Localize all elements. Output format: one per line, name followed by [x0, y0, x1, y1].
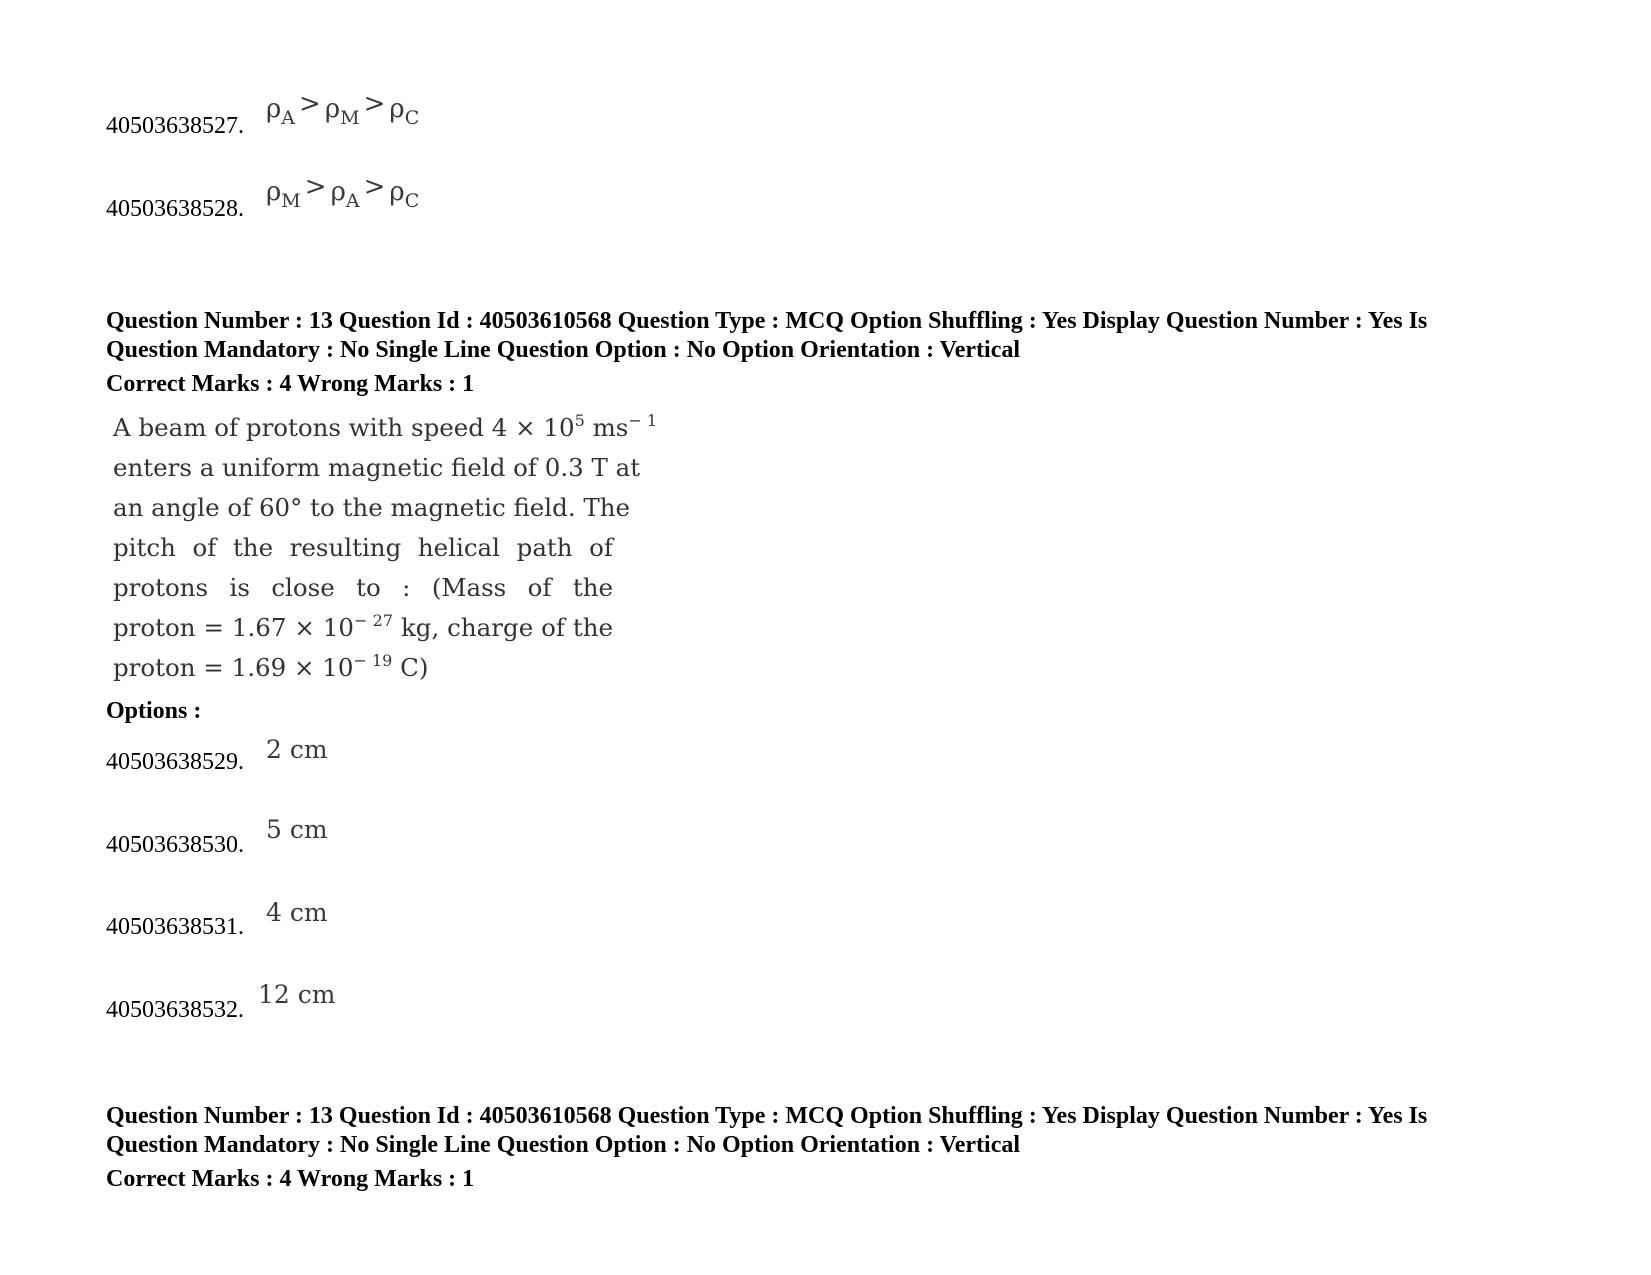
stem-line: an angle of 60° to the magnetic field. The	[113, 493, 631, 522]
option-id: 40503638528.	[106, 196, 244, 222]
stem-line: protons is close to : (Mass of the	[113, 573, 613, 602]
question-meta-line-2: Question Mandatory : No Single Line Question Option : No Option Orientation : Vertical	[106, 337, 1021, 363]
rho-subscript: M	[281, 190, 301, 212]
rho-symbol: ρ	[389, 177, 405, 207]
question-marks: Correct Marks : 4 Wrong Marks : 1	[106, 371, 475, 397]
stem-line: pitch of the resulting helical path of	[113, 533, 613, 562]
greater-than: >	[363, 172, 386, 202]
option-expression	[266, 172, 420, 212]
greater-than: >	[363, 89, 386, 119]
options-label: Options :	[106, 698, 202, 724]
rho-symbol: ρ	[389, 94, 405, 124]
option-expression	[266, 89, 420, 129]
option-id: 40503638532.	[106, 997, 244, 1023]
option-id: 40503638530.	[106, 832, 244, 858]
option-id: 40503638527.	[106, 113, 244, 139]
question-marks: Correct Marks : 4 Wrong Marks : 1	[106, 1166, 475, 1192]
stem-line: proton = $1.69 \times 10^{- 19}$ C)	[113, 651, 429, 682]
rho-symbol: ρ	[330, 177, 346, 207]
rho-subscript: C	[404, 107, 420, 129]
option-value: 4 cm	[266, 898, 328, 927]
option-value: 5 cm	[266, 815, 328, 844]
option-id: 40503638531.	[106, 914, 244, 940]
question-meta-line-1: Question Number : 13 Question Id : 40503610568 Question Type : MCQ Option Shuffling : Yes Display Question Number : Yes Is	[106, 308, 1428, 334]
rho-symbol: ρ	[266, 94, 282, 124]
option-value: 2 cm	[266, 735, 328, 764]
greater-than: >	[299, 89, 321, 119]
question-stem	[113, 408, 658, 688]
stem-line: enters a uniform magnetic field of 0.3 T at	[113, 453, 641, 482]
rho-subscript: A	[345, 190, 360, 212]
rho-subscript: C	[404, 190, 420, 212]
rho-subscript: A	[281, 107, 296, 129]
rho-subscript: M	[340, 107, 360, 129]
rho-symbol: ρ	[266, 177, 282, 207]
option-value: 12 cm	[258, 980, 336, 1009]
question-meta-line-1: Question Number : 13 Question Id : 40503610568 Question Type : MCQ Option Shuffling : Yes Display Question Number : Yes Is	[106, 1103, 1428, 1129]
option-id: 40503638529.	[106, 749, 244, 775]
stem-line: proton = $1.67 \times 10^{- 27}$ kg, charge of the	[113, 611, 613, 642]
stem-line: A beam of protons with speed $4 \times 10^5$ $ms^{- 1}$	[113, 411, 658, 442]
rho-symbol: ρ	[324, 94, 341, 124]
question-meta-line-2: Question Mandatory : No Single Line Question Option : No Option Orientation : Vertical	[106, 1132, 1021, 1158]
greater-than: >	[304, 172, 327, 202]
